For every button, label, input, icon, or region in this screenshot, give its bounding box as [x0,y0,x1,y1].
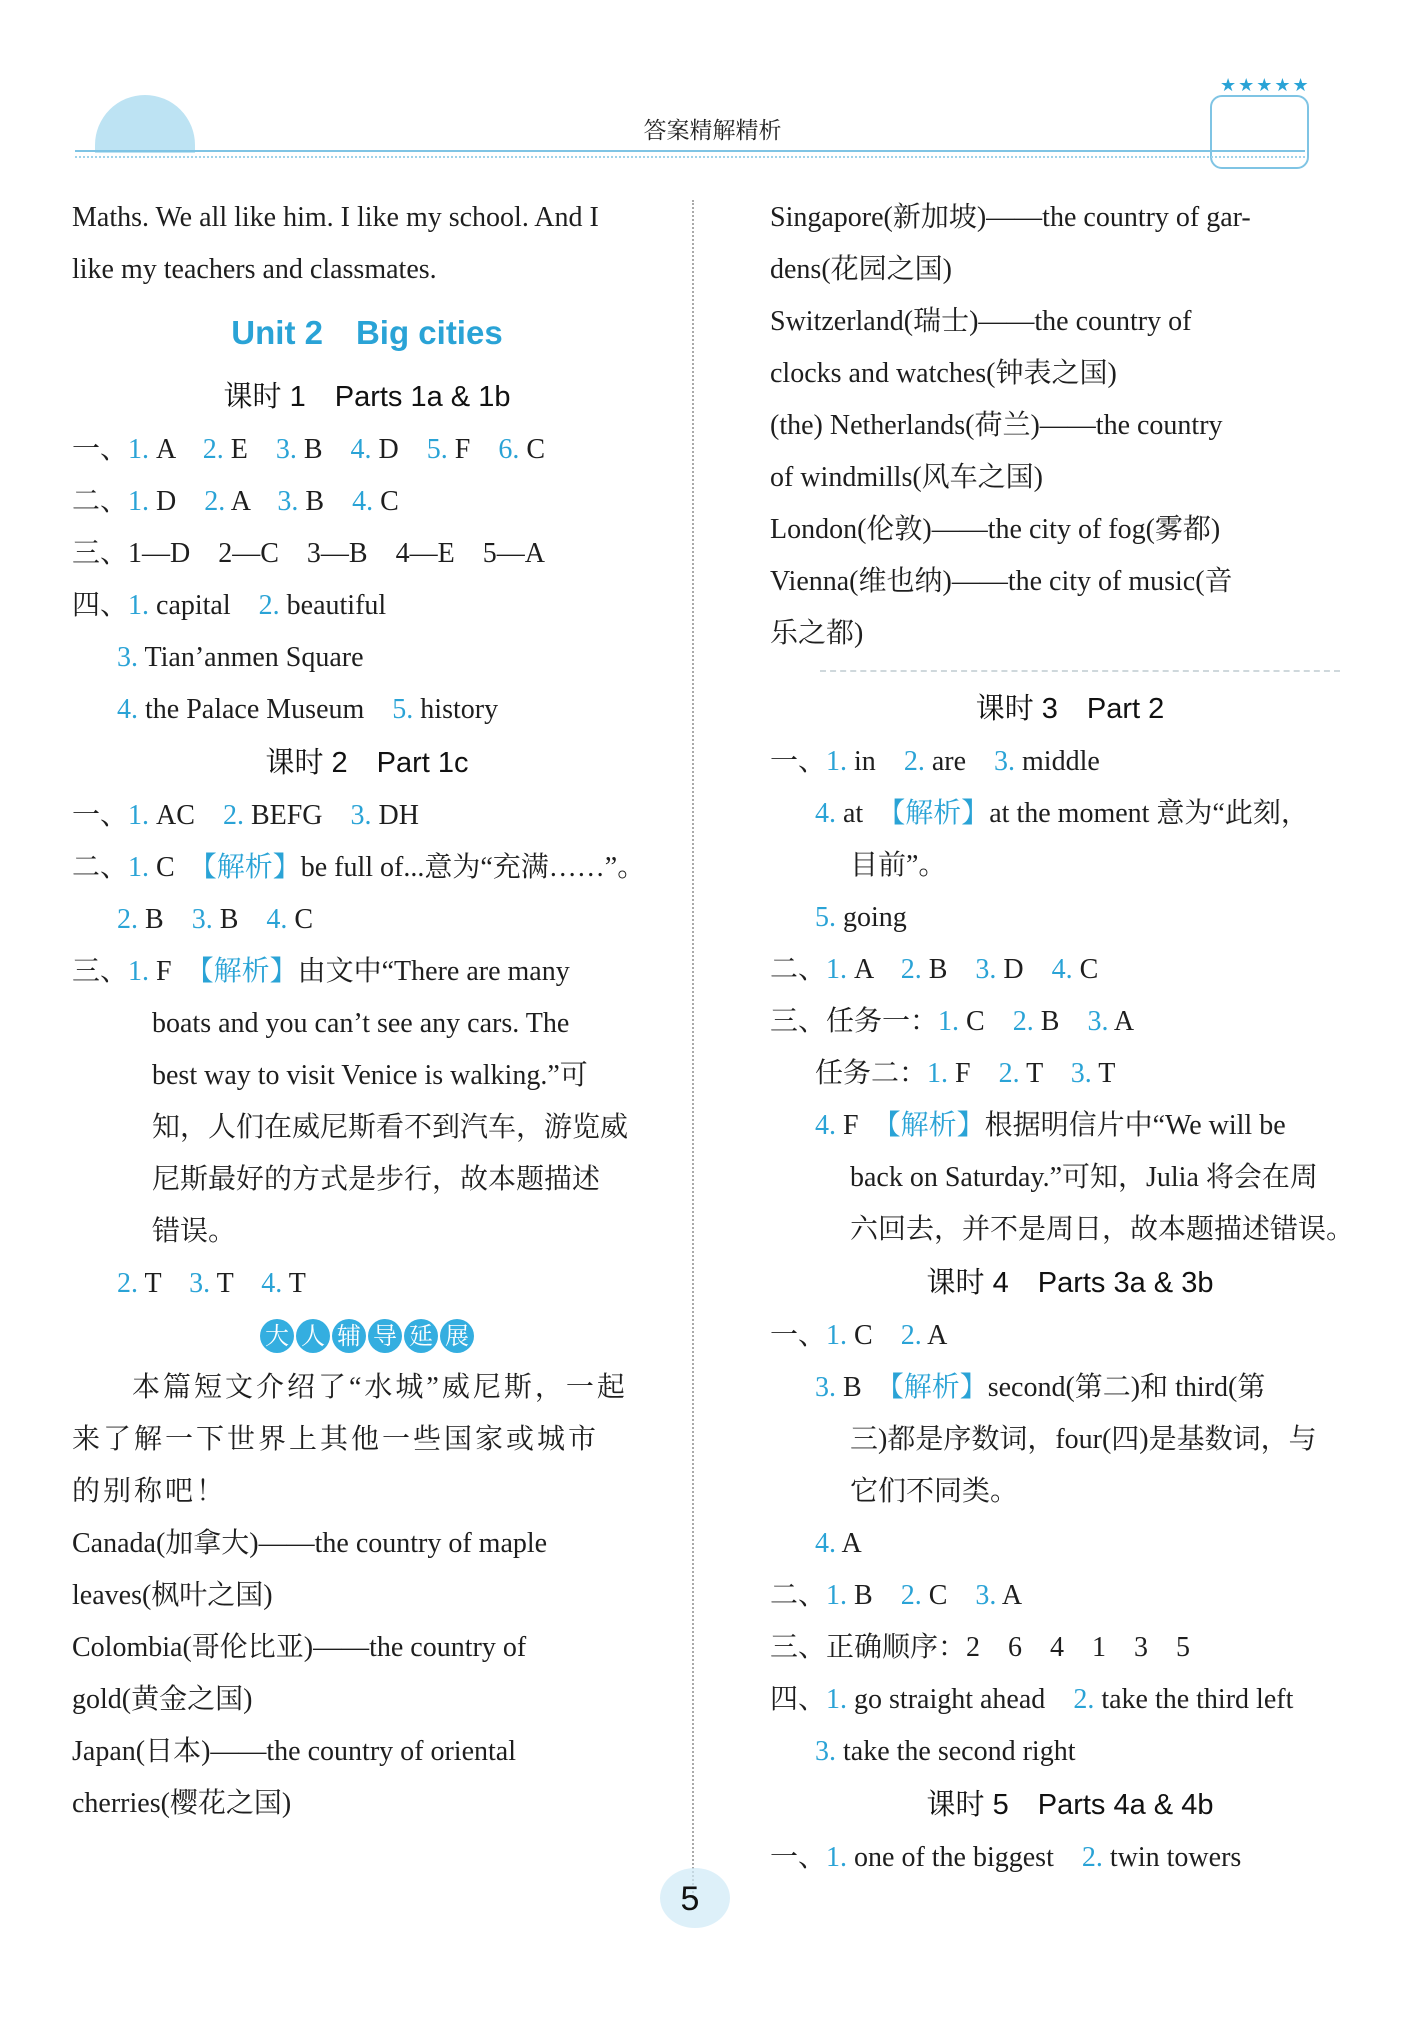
l3-section-2: 二、1. A 2. B 3. D 4. C [770,954,1099,985]
extension-item: Colombia(哥伦比亚)——the country of [72,1632,527,1663]
extension-intro-2: 来了解一下世界上其他一些国家或城市 [72,1424,600,1455]
unit-title: Unit 2 Big cities [231,314,503,351]
lesson-1-title: 课时 1 Parts 1a & 1b [223,381,511,413]
extension-item: (the) Netherlands(荷兰)——the country [770,410,1223,441]
lesson-2-title: 课时 2 Part 1c [265,747,469,779]
extension-intro-3: 的别称吧！ [72,1476,228,1507]
answer-item: 3. D [975,954,1024,985]
extension-item: clocks and watches(钟表之国) [770,358,1117,389]
answer-item: 3. T [189,1268,234,1299]
l3-s1-line-2: 4. at 【解析】at the moment 意为“此刻， [815,798,1309,829]
answer-item: 1. A [128,434,175,465]
answer-item: 4. C [1051,954,1099,985]
extension-item: Japan(日本)——the country of oriental [72,1736,516,1767]
intro-line-1: Maths. We all like him. I like my school. And I [72,202,599,233]
answer-item: 1. D [128,486,177,517]
extension-item: of windmills(风车之国) [770,462,1043,493]
l3-section-1: 一、1. in 2. are 3. middle [770,746,1100,777]
l1-s4-line-2: 3. Tian’anmen Square [117,642,364,673]
l1-s4-line-3: 4. the Palace Museum 5. history [117,694,499,725]
extension-item: gold(黄金之国) [72,1684,253,1715]
answer-item: 2. C [900,1580,948,1611]
answer-item: 1. C [938,1006,985,1037]
answer-item: 3. DH [350,800,419,831]
l4-s1-note-2: 它们不同类。 [850,1476,1019,1507]
extension-item: London(伦敦)——the city of fog(雾都) [770,514,1221,545]
header-rule [75,150,1305,152]
answer-item: 1. AC [128,800,195,831]
answer-item: 4. D [350,434,399,465]
l4-section-4: 四、1. go straight ahead 2. take the third left [770,1684,1294,1715]
l3-s1-note-2: 目前”。 [850,850,947,881]
l2-s3-note-5: 错误。 [152,1216,237,1247]
extension-item: dens(花园之国) [770,254,952,285]
l4-section-2: 二、1. B 2. C 3. A [770,1580,1023,1611]
left-column [72,192,662,1830]
extension-badge [72,1310,662,1362]
l3-s3-line-3: 4. F 【解析】根据明信片中“We will be [815,1110,1286,1141]
extension-badge-char: 延 [404,1319,438,1353]
extension-item: 乐之都) [770,618,864,649]
l3-s3-note-1: back on Saturday.”可知，Julia 将会在周 [850,1162,1318,1193]
answer-item: 2. B [117,904,164,935]
answer-item: 3. B [275,434,323,465]
l4-s1-note-1: 三)都是序数词，four(四)是基数词，与 [850,1424,1317,1455]
answer-item: 2. T [117,1268,162,1299]
lesson-5-title: 课时 5 Parts 4a & 4b [926,1789,1214,1821]
answer-item: 3. B [191,904,239,935]
answer-item: 3. B [277,486,325,517]
column-divider [692,200,694,1900]
l2-s3-note-2: best way to visit Venice is walking.”可 [152,1060,588,1091]
answer-item: 1. F [927,1058,971,1089]
answer-item: 4. C [352,486,399,517]
lesson-3-title: 课时 3 Part 2 [975,693,1165,725]
l1-s2-answers [128,486,399,517]
extension-badge-char: 展 [440,1319,474,1353]
l2-section-3: 三、1. F 【解析】由文中“There are many [72,956,570,987]
answer-item: 1. A [826,954,873,985]
l4-s1-line-5: 4. A [815,1528,862,1559]
answer-item: 3. T [1070,1058,1116,1089]
intro-line-2: like my teachers and classmates. [72,254,437,285]
l5-section-1: 一、1. one of the biggest 2. twin towers [770,1842,1242,1873]
l4-s1-line-2: 3. B 【解析】second(第二)和 third(第 [815,1372,1266,1403]
extension-badge-char: 人 [296,1319,330,1353]
stars-icon: ★★★★★ [1220,75,1311,95]
answer-item: 1. B [826,1580,873,1611]
answer-item: 2. A [900,1320,948,1351]
answer-item: 3. A [1087,1006,1135,1037]
l1-section-1: 一、1. A 2. E 3. B 4. D 5. F 6. C [72,434,546,465]
l4-section-3: 三、正确顺序：2 6 4 1 3 5 [770,1632,1191,1663]
answer-item: 3. A [975,1580,1023,1611]
answer-item: 2. are [903,746,966,777]
answer-item: 2. E [202,434,248,465]
l2-s1-answers [128,800,419,831]
answer-item: 4. T [261,1268,306,1299]
answer-item: 5. F [426,434,471,465]
page-header-title: 答案精解精析 [643,117,782,143]
l1-section-3: 三、1—D 2—C 3—B 4—E 5—A [72,538,545,569]
answer-item: 1. C [826,1320,873,1351]
extension-item: Singapore(新加坡)——the country of gar- [770,202,1251,233]
l3-s3-task2: 任务二：1. F 2. T 3. T [815,1058,1116,1089]
l1-s1-answers [128,434,545,465]
extension-item: Switzerland(瑞士)——the country of [770,306,1192,337]
answer-item: 4. C [266,904,314,935]
extension-item: leaves(枫叶之国) [72,1580,273,1611]
extension-badge-char: 辅 [332,1319,366,1353]
l2-s2-line-2 [72,894,662,946]
extension-end-separator [820,670,1340,672]
answer-item: 2. T [998,1058,1043,1089]
l2-section-1: 一、1. AC 2. BEFG 3. DH [72,800,419,831]
right-column [770,192,1370,1884]
answer-item: 2. BEFG [222,800,323,831]
l2-s3-rest [72,1258,662,1310]
l2-s3-note-1: boats and you can’t see any cars. The [152,1008,570,1039]
answer-item: 3. middle [994,746,1100,777]
l3-section-3: 三、任务一：1. C 2. B 3. A [770,1006,1135,1037]
answer-item: 2. B [1012,1006,1060,1037]
answer-item: 1. in [826,746,876,777]
l4-section-1: 一、1. C 2. A [770,1320,948,1351]
extension-item: Vienna(维也纳)——the city of music(音 [770,566,1233,597]
l3-s3-note-2: 六回去，并不是周日，故本题描述错误。 [850,1214,1355,1245]
l1-section-4: 四、1. capital 2. beautiful [72,590,387,621]
extension-item: Canada(加拿大)——the country of maple [72,1528,548,1559]
extension-badge-char: 大 [260,1319,294,1353]
header-dotted-rule [75,156,1305,158]
l1-section-2: 二、1. D 2. A 3. B 4. C [72,486,399,517]
l3-s1-line-4: 5. going [815,902,907,933]
l2-section-2: 二、1. C 【解析】be full of...意为“充满……”。 [72,852,646,883]
extension-intro-1: 本篇短文介绍了“水城”威尼斯，一起 [132,1372,628,1403]
l4-s4-line-2: 3. take the second right [815,1736,1076,1767]
extension-item: cherries(樱花之国) [72,1788,292,1819]
extension-badge-char: 导 [368,1319,402,1353]
lesson-4-title: 课时 4 Parts 3a & 3b [926,1267,1214,1299]
page-number: 5 [680,1880,700,1918]
answer-item: 2. A [204,486,250,517]
answer-item: 6. C [498,434,546,465]
l2-s3-note-4: 尼斯最好的方式是步行，故本题描述 [152,1164,601,1195]
answer-item: 2. B [900,954,948,985]
l2-s3-note-3: 知，人们在威尼斯看不到汽车，游览威 [152,1112,629,1143]
